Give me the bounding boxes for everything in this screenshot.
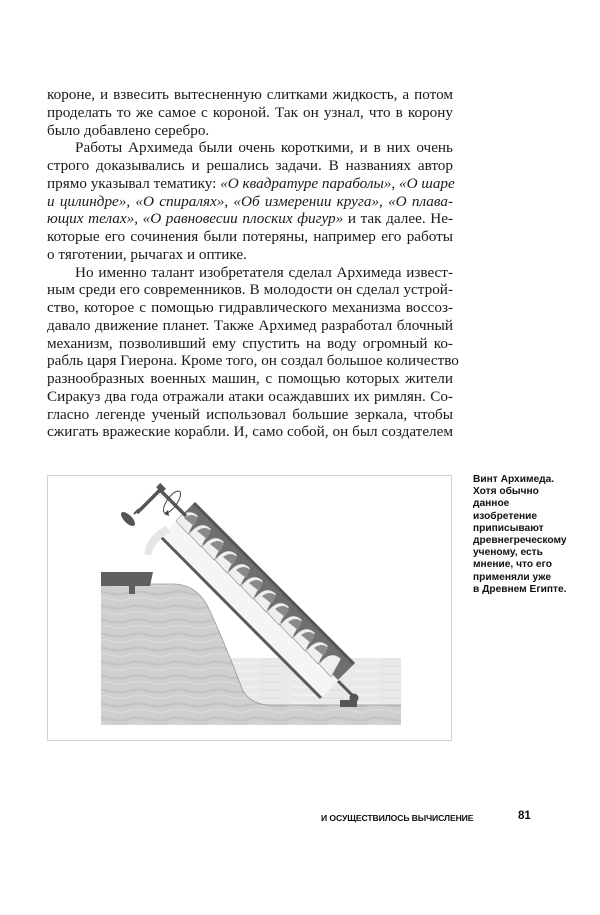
text-line: проделать то же самое с короной. Так он узнал, что в корону	[47, 103, 453, 121]
caption-line: изобретение	[473, 510, 538, 522]
text-line: о тяготении, рычагах и оптике.	[47, 245, 247, 263]
text-line: разнообразных военных машин, с помощью которых жители	[47, 370, 453, 387]
text-line: и цилиндре», «О спиралях», «Об измерении круга», «О плава-	[47, 192, 454, 210]
basin-stand	[129, 586, 135, 594]
paragraph-start-line: Но именно талант изобретателя сделал Архимеда извест-	[75, 263, 453, 281]
bearing-base	[340, 700, 357, 707]
caption-line: данное	[473, 498, 510, 510]
caption-line: древнегреческому	[473, 535, 567, 547]
collecting-basin	[101, 572, 153, 586]
figure-caption	[473, 474, 593, 596]
text-line: механизм, позволивший ему спустить на воду огромный ко-	[47, 334, 453, 352]
work-title: «О спиралях»	[135, 192, 225, 210]
work-title: «О квадратуре параболы»	[220, 174, 392, 192]
text-line: давало движение планет. Также Архимед разработал блочный	[47, 316, 453, 334]
crank-handle	[119, 483, 186, 528]
paragraph-start-line: Работы Архимеда были очень короткими, и в них очень	[75, 139, 453, 157]
work-title: «О плава-	[388, 192, 454, 210]
caption-line: применяли уже	[473, 571, 552, 583]
text-line: ющих телах», «О равновесии плоских фигур» и так далее. Не-	[47, 210, 454, 228]
caption-line: Винт Архимеда.	[473, 474, 555, 485]
body-text	[47, 86, 459, 441]
text-line: сжигать вражеские корабли. И, само собой, он был создателем	[47, 423, 453, 441]
text-line: строго доказывались и решались задачи. В названиях автор	[47, 157, 453, 174]
caption-line: ученому, есть	[473, 547, 543, 559]
caption-line: мнение, что его	[473, 559, 552, 571]
work-title: ющих телах»	[47, 210, 135, 228]
text-line: которые его сочинения были потеряны, например его работы	[47, 228, 453, 245]
archimedes-screw-figure	[47, 475, 452, 741]
text-line: короне, и взвесить вытесненную слитками жидкость, а потом	[47, 86, 453, 103]
work-title: «Об измерении круга»	[233, 192, 380, 210]
text-line: ным среди его современников. В молодости он сделал устрой-	[47, 281, 453, 299]
text-line: гласно легенде ученый использовал большие зеркала, чтобы	[47, 405, 453, 423]
page-number: 81	[518, 810, 531, 822]
caption-line: в Древнем Египте.	[473, 583, 567, 595]
text-line: ство, которое с помощью гидравлического механизма воссоз-	[47, 299, 453, 316]
archimedes-screw-illustration	[48, 476, 453, 742]
text-line: было добавлено серебро.	[47, 121, 210, 139]
running-footer-title: И ОСУЩЕСТВИЛОСЬ ВЫЧИСЛЕНИЕ	[321, 813, 474, 823]
text-line: прямо указывал тематику: «О квадратуре параболы», «О шаре	[47, 174, 455, 192]
work-title: «О равновесии плоских фигур»	[142, 210, 344, 228]
work-title: «О шаре	[399, 174, 455, 192]
work-title: и цилиндре»	[47, 192, 127, 210]
caption-line: приписывают	[473, 522, 544, 534]
text-line: рабль царя Гиерона. Кроме того, он создал большое количество	[47, 352, 459, 370]
caption-line: Хотя обычно	[473, 486, 539, 498]
text-line: Сиракуз два года отражали атаки осаждавших их римлян. Со-	[47, 387, 453, 405]
